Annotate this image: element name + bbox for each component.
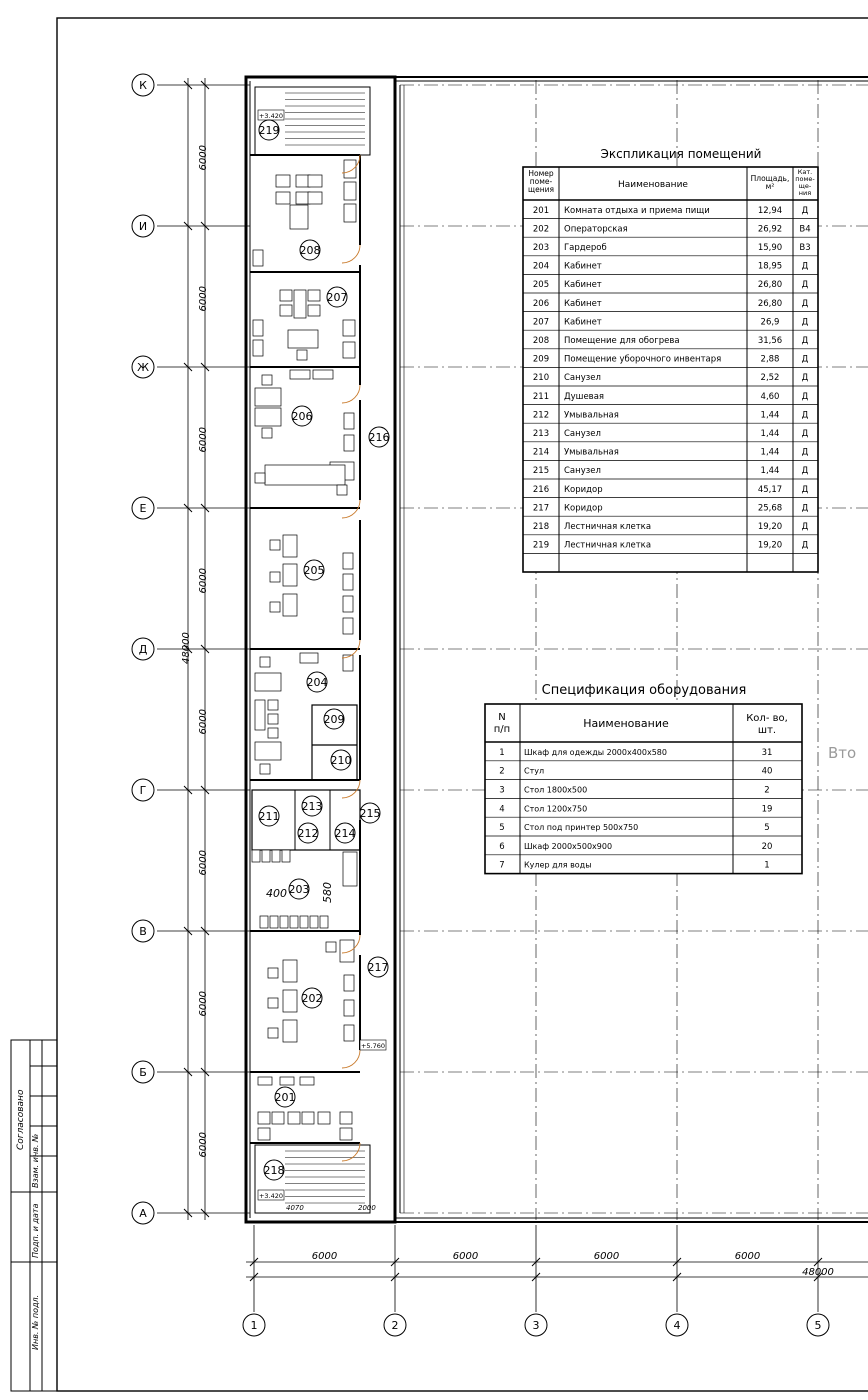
col-axis-label: 4 (673, 1319, 681, 1332)
furniture-item (326, 942, 336, 952)
explication-cell-area: 25,68 (757, 503, 783, 514)
furniture-item (300, 1077, 314, 1085)
furniture-item (255, 388, 281, 406)
room-number: 219 (258, 124, 280, 137)
row-axis-label: Г (139, 784, 147, 797)
spec-cell-number: 3 (499, 785, 505, 796)
room-number: 215 (359, 807, 381, 820)
explication-cell-category: Д (801, 280, 809, 291)
explication-cell-category: Д (801, 447, 809, 458)
row-axis-label: К (139, 79, 147, 92)
furniture-item (283, 535, 297, 557)
spec-cell-name: Стол под принтер 500х750 (524, 823, 639, 833)
furniture-item (255, 673, 281, 691)
explication-cell-name: Санузел (564, 466, 601, 477)
level-mark: +3.420 (258, 112, 284, 120)
spec-title: Спецификация оборудования (541, 683, 747, 698)
explication-cell-name: Коридор (564, 484, 603, 495)
furniture-item (344, 1000, 354, 1016)
explication-cell-name: Лестничная клетка (564, 522, 652, 532)
explication-cell-number: 209 (532, 354, 550, 365)
furniture-item (308, 192, 322, 204)
spec-cell-qty: 2 (764, 785, 770, 796)
explication-cell-number: 203 (532, 243, 550, 253)
furniture-item (255, 408, 281, 426)
furniture-item (255, 700, 265, 730)
spec-cell-number: 6 (499, 841, 505, 852)
row-axis-label: Д (138, 643, 148, 656)
furniture-item (288, 1112, 300, 1124)
bottom-dim: 2000 (358, 1204, 376, 1212)
furniture-item (280, 305, 292, 316)
furniture-item (300, 916, 308, 928)
explication-cell-category: Д (801, 466, 809, 477)
furniture-item (265, 465, 345, 485)
explication-cell-number: 216 (532, 484, 550, 495)
explication-cell-category: Д (801, 484, 809, 495)
furniture-item (308, 290, 320, 301)
furniture-item (276, 192, 290, 204)
row-axis-label: Ж (137, 361, 149, 374)
furniture-item (272, 1112, 284, 1124)
explication-cell-area: 15,90 (757, 243, 783, 253)
furniture-item (268, 968, 278, 978)
furniture-item (252, 850, 260, 862)
explication-cell-area: 26,80 (757, 280, 783, 291)
furniture-item (344, 1025, 354, 1041)
furniture-item (270, 916, 278, 928)
stair-dim: 400 (266, 887, 287, 900)
bottom-dim: 4070 (286, 1204, 304, 1212)
furniture-item (344, 182, 356, 200)
explication-cell-number: 210 (532, 373, 550, 384)
furniture-item (280, 290, 292, 301)
row-spacing-label: 6000 (198, 991, 209, 1017)
furniture-item (282, 850, 290, 862)
furniture-item (343, 320, 355, 336)
spec-cell-name: Шкаф для одежды 2000х400х580 (524, 747, 667, 757)
furniture-item (302, 1112, 314, 1124)
spec-cell-qty: 5 (764, 823, 770, 834)
explication-cell-number: 212 (532, 410, 550, 421)
furniture-item (344, 975, 354, 991)
spec-cell-qty: 1 (764, 860, 770, 871)
furniture-item (310, 916, 318, 928)
col-spacing-label: 6000 (734, 1251, 761, 1262)
spec-header-number: N п/п (493, 712, 511, 735)
furniture-item (290, 205, 308, 229)
explication-cell-area: 19,20 (757, 522, 783, 532)
row-spacing-label: 6000 (198, 709, 209, 735)
furniture-item (283, 990, 297, 1012)
room-number: 205 (303, 564, 325, 577)
door-swing (342, 245, 360, 263)
explication-cell-number: 217 (532, 503, 550, 514)
explication-cell-area: 1,44 (760, 429, 780, 439)
spec-cell-qty: 20 (761, 841, 773, 852)
furniture-item (258, 1077, 272, 1085)
furniture-item (290, 916, 298, 928)
furniture-item (262, 375, 272, 385)
furniture-item (308, 305, 320, 316)
spec-cell-name: Шкаф 2000х500х900 (524, 841, 613, 851)
explication-cell-category: Д (801, 522, 809, 532)
room-number: 214 (334, 827, 356, 840)
col-spacing-label: 6000 (452, 1251, 479, 1262)
furniture-item (344, 160, 356, 178)
furniture-item (255, 473, 265, 483)
explication-cell-name: Умывальная (564, 410, 619, 421)
explication-cell-category: Д (801, 336, 809, 346)
overall-vertical-dim: 48000 (181, 632, 192, 664)
furniture-item (268, 714, 278, 724)
explication-cell-number: 213 (532, 429, 550, 439)
furniture-item (258, 1128, 270, 1140)
overall-horizontal-dim: 48000 (802, 1267, 834, 1278)
furniture-item (272, 850, 280, 862)
door-swing (342, 385, 360, 403)
room-number: 203 (288, 883, 310, 896)
explication-cell-name: Коридор (564, 503, 603, 514)
explication-cell-area: 2,52 (760, 373, 780, 384)
room-number: 207 (326, 291, 348, 304)
explication-cell-category: Д (801, 410, 809, 421)
furniture-item (253, 320, 263, 336)
explication-cell-area: 26,9 (760, 317, 780, 328)
spec-cell-qty: 19 (761, 804, 773, 815)
explication-cell-number: 205 (532, 280, 550, 291)
furniture-item (268, 998, 278, 1008)
furniture-item (337, 485, 347, 495)
explication-cell-number: 215 (532, 466, 550, 477)
explication-cell-name: Лестничная клетка (564, 540, 652, 551)
col-axis-label: 5 (814, 1319, 822, 1332)
explication-cell-number: 211 (532, 391, 550, 402)
room-number: 206 (291, 410, 313, 423)
furniture-item (283, 960, 297, 982)
furniture-item (280, 1077, 294, 1085)
explication-cell-area: 1,44 (760, 447, 780, 458)
furniture-item (262, 850, 270, 862)
row-spacing-label: 6000 (198, 1132, 209, 1158)
explication-cell-category: Д (801, 298, 809, 309)
door-swing (342, 1143, 360, 1161)
explication-cell-area: 26,80 (757, 298, 783, 309)
door-swing (342, 1050, 360, 1068)
explication-header-category: Кат. поме-ще-ния (795, 168, 815, 197)
explication-cell-number: 214 (532, 447, 550, 458)
furniture-item (255, 742, 281, 760)
explication-cell-number: 201 (532, 205, 550, 216)
row-spacing-label: 6000 (198, 145, 209, 171)
room-number: 201 (274, 1091, 296, 1104)
explication-cell-name: Помещение для обогрева (564, 336, 680, 346)
explication-cell-area: 1,44 (760, 410, 780, 421)
explication-header-name: Наименование (618, 180, 688, 190)
explication-cell-area: 31,56 (757, 336, 783, 346)
explication-cell-area: 18,95 (757, 261, 783, 272)
row-axis-label: И (138, 220, 148, 233)
furniture-item (308, 175, 322, 187)
explication-header-area: Площадь, м² (750, 174, 790, 191)
explication-cell-area: 45,17 (757, 484, 783, 495)
explication-cell-category: Д (801, 261, 809, 272)
explication-header-number: Номер поме-щения (528, 169, 554, 194)
row-spacing-label: 6000 (198, 286, 209, 312)
equipment-spec-table (485, 683, 802, 874)
furniture-item (344, 204, 356, 222)
explication-cell-category: Д (801, 503, 809, 514)
explication-title: Экспликация помещений (600, 147, 762, 161)
room-number: 218 (263, 1164, 285, 1177)
stamp-sign-date: Подп. и дата (31, 1203, 40, 1258)
furniture-item (343, 618, 353, 634)
explication-cell-category: Д (801, 354, 809, 365)
explication-cell-category: Д (801, 317, 809, 328)
room-number: 212 (297, 827, 319, 840)
explication-cell-area: 19,20 (757, 540, 783, 551)
spec-cell-name: Стул (524, 766, 545, 776)
explication-cell-area: 1,44 (760, 466, 780, 477)
furniture-item (343, 574, 353, 590)
furniture-item (344, 435, 354, 451)
furniture-item (280, 916, 288, 928)
furniture-item (340, 1112, 352, 1124)
furniture-item (260, 764, 270, 774)
level-mark: +3.420 (258, 1192, 284, 1200)
explication-cell-name: Гардероб (564, 243, 607, 253)
spec-cell-number: 2 (499, 766, 505, 777)
room-number: 216 (368, 431, 390, 444)
row-spacing-label: 6000 (198, 850, 209, 876)
furniture-item (253, 340, 263, 356)
spec-cell-number: 7 (499, 860, 505, 871)
explication-cell-category: Д (801, 205, 809, 216)
row-axis-label: А (139, 1207, 147, 1220)
stamp-agreed: Согласовано (16, 1089, 26, 1150)
spec-cell-name: Кулер для воды (524, 860, 592, 870)
explication-cell-name: Умывальная (564, 447, 619, 458)
row-spacing-label: 6000 (198, 568, 209, 594)
col-spacing-label: 6000 (311, 1251, 338, 1262)
explication-cell-number: 218 (532, 522, 550, 532)
col-axis-label: 3 (532, 1319, 540, 1332)
explication-cell-category: Д (801, 373, 809, 384)
explication-cell-number: 202 (532, 224, 550, 235)
explication-cell-category: В4 (799, 224, 811, 235)
furniture-item (313, 370, 333, 379)
furniture-item (343, 596, 353, 612)
room-number: 211 (258, 810, 280, 823)
furniture-item (270, 572, 280, 582)
furniture-item (340, 940, 354, 962)
furniture-item (294, 290, 306, 318)
stamp-inv-orig: Инв. № подл. (31, 1294, 40, 1350)
explication-cell-category: Д (801, 429, 809, 439)
furniture-item (260, 657, 270, 667)
room-number: 204 (306, 676, 328, 689)
spec-cell-qty: 40 (761, 766, 773, 777)
side-label: Вто (828, 744, 857, 762)
explication-cell-name: Помещение уборочного инвентаря (564, 354, 722, 365)
spec-cell-number: 1 (499, 747, 505, 758)
explication-cell-name: Комната отдыха и приема пищи (564, 205, 710, 216)
explication-cell-name: Операторская (564, 224, 628, 235)
furniture-item (340, 1128, 352, 1140)
spec-cell-qty: 31 (761, 747, 773, 758)
furniture-item (268, 728, 278, 738)
stair-dim: 580 (321, 882, 334, 903)
spec-header-name: Наименование (583, 717, 669, 730)
spec-header-qty: Кол- во, шт. (746, 713, 788, 736)
explication-table (523, 147, 818, 572)
furniture-item (268, 1028, 278, 1038)
col-axis-label: 2 (391, 1319, 399, 1332)
spec-cell-number: 4 (499, 804, 505, 815)
furniture-item (270, 602, 280, 612)
furniture-item (343, 553, 353, 569)
furniture-item (344, 413, 354, 429)
row-spacing-label: 6000 (198, 427, 209, 453)
explication-cell-number: 208 (532, 336, 550, 346)
furniture-item (260, 916, 268, 928)
explication-cell-name: Кабинет (564, 298, 602, 309)
explication-cell-name: Кабинет (564, 280, 602, 291)
furniture-item (290, 370, 310, 379)
furniture-item (288, 330, 318, 348)
spec-cell-name: Стол 1800х500 (524, 785, 588, 795)
explication-cell-name: Кабинет (564, 261, 602, 272)
explication-cell-category: В3 (799, 243, 811, 253)
furniture-item (276, 175, 290, 187)
explication-cell-area: 26,92 (757, 224, 783, 235)
furniture-item (320, 916, 328, 928)
explication-cell-category: Д (801, 391, 809, 402)
room-number: 208 (299, 244, 321, 257)
spec-cell-number: 5 (499, 823, 505, 834)
furniture-item (253, 250, 263, 266)
explication-cell-category: Д (801, 540, 809, 551)
explication-cell-name: Душевая (564, 391, 605, 402)
furniture-item (318, 1112, 330, 1124)
door-swing (342, 780, 360, 798)
row-axis-label: В (139, 925, 147, 938)
furniture-item (343, 852, 357, 886)
furniture-item (297, 350, 307, 360)
explication-cell-name: Санузел (564, 373, 601, 384)
room-number: 213 (301, 800, 323, 813)
explication-cell-area: 2,88 (760, 354, 780, 365)
explication-cell-number: 207 (532, 317, 550, 328)
furniture-item (283, 1020, 297, 1042)
furniture-item (343, 342, 355, 358)
spec-cell-name: Стол 1200х750 (524, 804, 588, 814)
furniture-item (270, 540, 280, 550)
explication-cell-name: Санузел (564, 429, 601, 439)
explication-cell-area: 4,60 (760, 391, 780, 402)
row-axis-label: Б (139, 1066, 147, 1079)
explication-cell-number: 204 (532, 261, 550, 272)
explication-cell-area: 12,94 (757, 205, 783, 216)
furniture-item (258, 1112, 270, 1124)
col-spacing-label: 6000 (593, 1251, 620, 1262)
room-number: 210 (330, 754, 352, 767)
furniture-item (283, 564, 297, 586)
explication-cell-number: 219 (532, 540, 550, 551)
col-axis-label: 1 (250, 1319, 258, 1332)
level-mark: +5.760 (360, 1042, 386, 1050)
explication-cell-number: 206 (532, 298, 550, 309)
furniture-item (262, 428, 272, 438)
room-number: 202 (301, 992, 323, 1005)
furniture-item (268, 700, 278, 710)
explication-cell-name: Кабинет (564, 317, 602, 328)
room-number: 209 (323, 713, 345, 726)
row-axis-label: Е (139, 502, 147, 515)
stamp-inv-replace: Взам. инв. № (31, 1133, 40, 1188)
room-number: 217 (367, 961, 389, 974)
furniture-item (300, 653, 318, 663)
furniture-item (283, 594, 297, 616)
